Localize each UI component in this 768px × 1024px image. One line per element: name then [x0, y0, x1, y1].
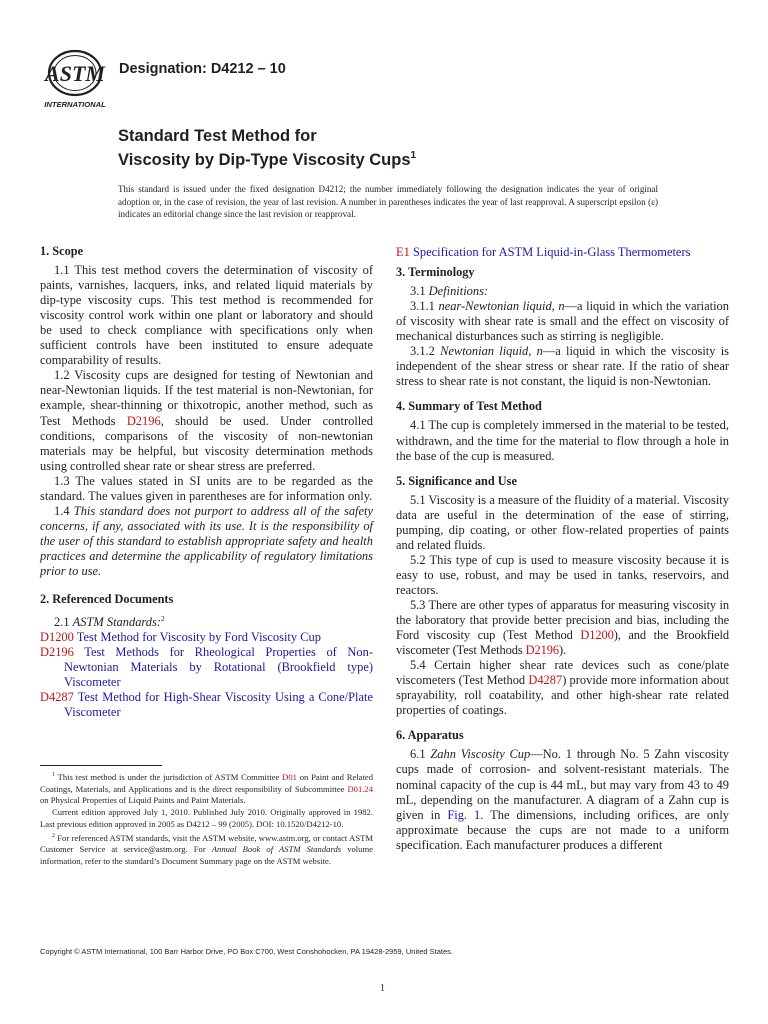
- ref-item-e1: [396, 245, 729, 260]
- term-near-newtonian: near-Newtonian liquid: [438, 299, 552, 314]
- para-3-1-2-text: —a liquid in which the viscosity is independent of the shear stress or shear rate. If the ratio of shear stress to shear rate is not constant, the liquid is non-Newtonian.: [396, 344, 729, 389]
- para-1-1: 1.1 This test method covers the determination of viscosity of paints, varnishes, lacquers, inks, and related liquid materials by dip-type viscosity cups. This test method is recommended for viscosity control work within one plant or laboratory and should be used to check compliance with specifications only when sufficient controls have been instituted to ensure adequate comparability of results.: [40, 263, 373, 368]
- footnote-1-text-a: This test method is under the jurisdiction of ASTM Committee: [55, 772, 283, 782]
- para-3-1-1-sep: ,: [551, 299, 559, 314]
- para-1-2: [40, 368, 373, 473]
- link-d4287[interactable]: D4287: [528, 673, 563, 688]
- logo-subtext: INTERNATIONAL: [44, 100, 106, 109]
- term-newtonian: Newtonian liquid: [440, 344, 529, 359]
- footnote-1-text-b: on Paint and Related Coatings, Materials, and Applications and is the direct responsibility of Subcommittee: [40, 772, 373, 794]
- logo-text: ASTM: [45, 61, 105, 86]
- footnote-1-edition: Current edition approved July 1, 2010. Published July 2010. Originally approved in 1982. Last previous edition approved in 2005 as D4212 – 99 (2005). DOI: 10.1520/D4212-10.: [40, 807, 373, 829]
- para-3-1-2-sep: ,: [528, 344, 537, 359]
- left-column: [40, 244, 373, 720]
- section-2-heading: 2. Referenced Documents: [40, 592, 174, 607]
- link-d1200[interactable]: D1200: [580, 628, 614, 643]
- para-2-1: [40, 611, 373, 630]
- astm-logo: [38, 48, 112, 110]
- title-line-1: Standard Test Method for: [118, 127, 317, 145]
- para-6-1-text-a: —No. 1 through No. 5 Zahn viscosity cups made of corrosion- and solvent-resistant materials. The nominal capacity of the cup is 44 mL, but may vary from 43 to 49 mL, depending on the manufacturer. A diagram of a Zahn cup is given in: [396, 747, 730, 822]
- ref-title-d4287[interactable]: Test Method for High-Shear Viscosity Using a Cone/Plate Viscometer: [64, 690, 373, 720]
- title-footnote-marker: 1: [410, 150, 417, 161]
- para-5-2: 5.2 This type of cup is used to measure viscosity because it is easy to use, robust, and may be used in tanks, reservoirs, and reactors.: [396, 552, 729, 597]
- link-d01-24[interactable]: D01.24: [347, 783, 373, 794]
- ref-code-d4287[interactable]: D4287: [40, 690, 74, 705]
- page-number: 1: [380, 983, 385, 994]
- ref-code-d2196[interactable]: D2196: [40, 645, 74, 660]
- ref-code-e1[interactable]: E1: [396, 245, 410, 259]
- para-5-3-text-c: ).: [558, 643, 567, 658]
- link-d01[interactable]: D01: [282, 772, 297, 782]
- footnote-marker-2: 2: [161, 614, 165, 624]
- section-5-heading: 5. Significance and Use: [396, 473, 517, 488]
- link-d2196-2[interactable]: D2196: [525, 643, 559, 658]
- footnote-2: [40, 831, 373, 868]
- section-4-heading: 4. Summary of Test Method: [396, 399, 542, 414]
- section-3-heading: 3. Terminology: [396, 265, 475, 280]
- footnote-1-text-c: on Physical Properties of Liquid Paints and Paint Materials.: [40, 795, 246, 806]
- footnote-divider: [40, 765, 162, 766]
- para-5-3: [396, 598, 729, 658]
- ref-title-d1200[interactable]: Test Method for Viscosity by Ford Viscosity Cup: [73, 630, 321, 645]
- section-6-heading: 6. Apparatus: [396, 728, 464, 743]
- section-1-heading: 1. Scope: [40, 244, 84, 258]
- designation: Designation: D4212 – 10: [119, 61, 286, 77]
- para-1-2-text-b: , should be used. Under controlled conditions, comparisons of the viscosity of non-newtonian materials may be helpful, but viscosity determination methods using controlled shear rate or shear stress are preferred.: [40, 413, 373, 473]
- para-3-1-label: Definitions:: [428, 284, 489, 299]
- title-text: Viscosity by Dip-Type Viscosity Cups: [118, 151, 411, 169]
- para-2-1-num: 2.1: [54, 615, 73, 630]
- ref-title-d2196[interactable]: Test Methods for Rheological Properties of Non-Newtonian Materials by Rotational (Brookfield type) Viscometer: [64, 645, 373, 690]
- para-3-1-num: 3.1: [410, 284, 429, 299]
- para-3-1-1-text: —a liquid in which the variation of viscosity with shear rate is small and the effect on viscosity of mechanical disturbances such as stirring is negligible.: [396, 299, 729, 344]
- footnote-2-italic: Annual Book of ASTM Standards: [211, 844, 342, 855]
- footnote-2-marker: 2: [52, 832, 55, 839]
- right-column: [396, 245, 729, 853]
- title-line-2: [118, 146, 416, 170]
- para-5-4: [396, 658, 729, 718]
- footnote-2-text-a: For referenced ASTM standards, visit the ASTM website, www.astm.org, or contact ASTM Customer Service at service@astm.org. For: [40, 832, 373, 855]
- para-2-1-label: ASTM Standards:: [72, 615, 161, 630]
- para-6-1-num: 6.1: [410, 747, 431, 762]
- para-1-4-num: 1.4: [54, 503, 74, 518]
- ref-item-d1200: [40, 630, 373, 645]
- para-5-3-text-a: 5.3 There are other types of apparatus for measuring viscosity in the laboratory that provide better precision and bias, including the Ford viscosity cup (Test Method: [396, 597, 729, 643]
- para-1-2-text-a: 1.2 Viscosity cups are designed for testing of Newtonian and near-Newtonian liquids. If the test material is non-Newtonian, for example, shear-thinning or thixotropic, another method, such as Test Methods: [40, 368, 373, 428]
- para-5-4-text-b: ) provide more information about sprayability, roll coatability, and other high-shear rate related properties of coatings.: [396, 673, 729, 718]
- para-3-1-2-num: 3.1.2: [410, 344, 441, 359]
- astm-logo-mark: [38, 48, 112, 110]
- link-d2196[interactable]: D2196: [126, 413, 161, 428]
- para-3-1-2: [396, 344, 729, 389]
- footnote-1-marker: 1: [52, 772, 55, 778]
- para-4-1: 4.1 The cup is completely immersed in the material to be tested, withdrawn, and the time for the material to flow through a hole in the base of the cup is measured.: [396, 418, 729, 463]
- copyright-footer: Copyright © ASTM International, 100 Barr Harbor Drive, PO Box C700, West Conshohocken, PA 19428-2959, United States.: [40, 947, 453, 956]
- ref-title-e1[interactable]: Specification for ASTM Liquid-in-Glass Thermometers: [409, 245, 691, 259]
- para-5-4-text-a: 5.4 Certain higher shear rate devices such as cone/plate viscometers (Test Method: [396, 658, 729, 688]
- para-5-1: 5.1 Viscosity is a measure of the fluidity of a material. Viscosity data are useful in the determination of the ease of stirring, pumping, dip coating, or other flow-related properties of paints and related fluids.: [396, 492, 729, 552]
- para-5-3-text-b: ), and the Brookfield viscometer (Test Methods: [396, 628, 729, 658]
- issuance-note: This standard is issued under the fixed designation D4212; the number immediately following the designation indicates the year of original adoption or, in the case of revision, the year of last revision. A number in parentheses indicates the year of last reapproval. A superscript epsilon (ε) indicates an editorial change since the last revision or reapproval.: [118, 184, 658, 219]
- ref-item-d2196: [40, 645, 373, 690]
- para-3-1-1: [396, 299, 729, 344]
- para-1-3: 1.3 The values stated in SI units are to be regarded as the standard. The values given in parentheses are for information only.: [40, 473, 373, 503]
- para-1-4: [40, 504, 373, 579]
- document-title: [118, 126, 416, 170]
- para-3-1-1-num: 3.1.1: [410, 299, 439, 314]
- ref-code-d1200[interactable]: D1200: [40, 630, 74, 645]
- para-3-1-1-n: n: [558, 299, 565, 314]
- para-1-4-text: This standard does not purport to address all of the safety concerns, if any, associated with its use. It is the responsibility of the user of this standard to establish appropriate safety and health practices and determine the applicability of regulatory limitations prior to use.: [40, 503, 374, 578]
- para-3-1-2-n: n: [536, 344, 543, 359]
- para-3-1: [396, 284, 729, 299]
- footnote-2-text-b: volume information, refer to the standard’s Document Summary page on the ASTM website.: [40, 844, 373, 866]
- footnotes: [40, 770, 373, 868]
- ref-item-d4287: [40, 690, 373, 720]
- para-6-1-text-b: . The dimensions, including orifices, are only approximate because the cups are not made to a uniform specification. Each manufacturer produces a different: [396, 807, 729, 852]
- para-6-1: [396, 747, 729, 852]
- term-zahn-cup: Zahn Viscosity Cup: [430, 747, 531, 762]
- footnote-1: [40, 770, 373, 807]
- link-fig-1[interactable]: Fig. 1: [447, 807, 481, 822]
